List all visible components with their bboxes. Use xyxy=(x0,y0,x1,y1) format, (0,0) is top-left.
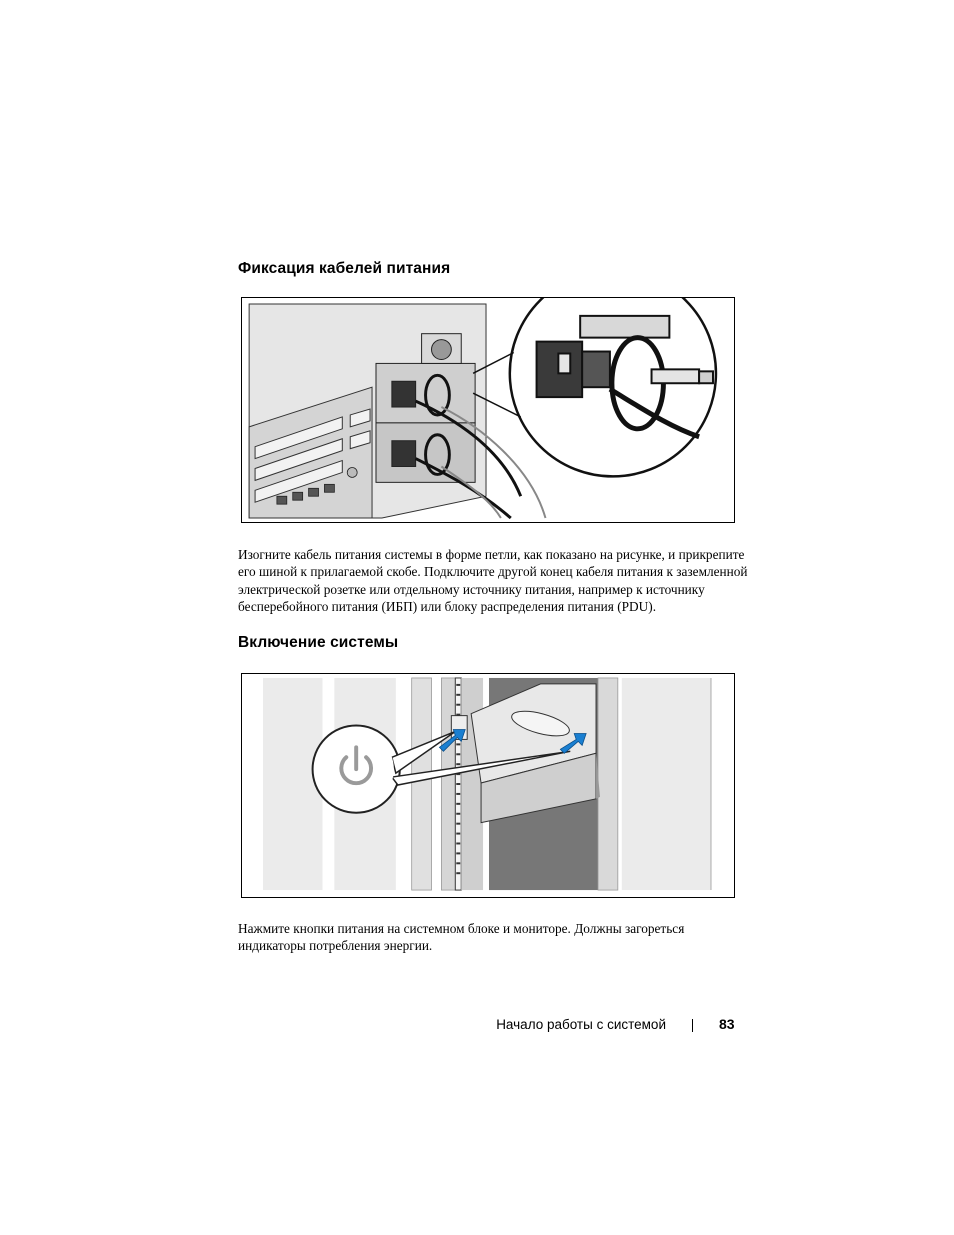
page-footer xyxy=(0,1015,954,1037)
footer-chapter-title: Начало работы с системой xyxy=(496,1017,666,1032)
section-heading-power-on: Включение системы xyxy=(238,634,399,651)
footer-separator xyxy=(692,1019,693,1032)
power-button-illustration xyxy=(241,673,735,898)
page-number: 83 xyxy=(719,1016,735,1032)
paragraph-line: Изогните кабель питания системы в форме петли, как показано на рисунке, и прикрепите xyxy=(238,547,745,562)
paragraph-line: электрической розетке или отдельному источнику питания, например к источнику xyxy=(238,581,705,597)
paragraph-line: Нажмите кнопки питания на системном блоке и мониторе. Должны загореться xyxy=(238,921,685,936)
power-on-paragraph xyxy=(238,920,738,955)
paragraph-line: бесперебойного питания (ИБП) или блоку распределения питания (PDU). xyxy=(238,599,657,615)
paragraph-line: его шиной к прилагаемой скобе. Подключите другой конец кабеля питания к заземленной xyxy=(238,564,748,580)
section-heading-cable-retention: Фиксация кабелей питания xyxy=(238,260,451,277)
paragraph-line: индикаторы потребления энергии. xyxy=(238,938,433,954)
cable-retention-paragraph xyxy=(238,546,748,616)
power-cable-retention-illustration xyxy=(241,297,735,523)
